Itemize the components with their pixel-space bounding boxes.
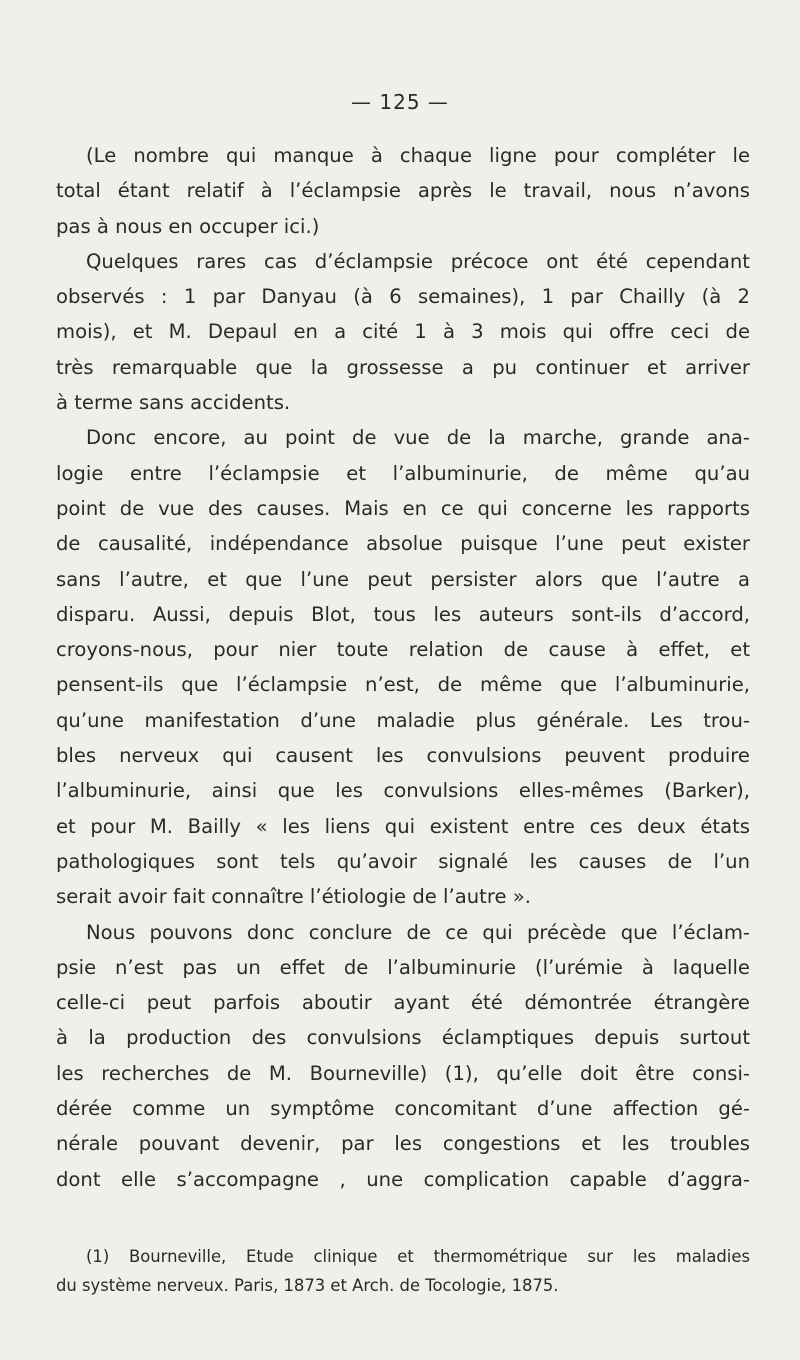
text-line: l’albuminurie, ainsi que les convulsions elles-mêmes (Barker), — [56, 779, 750, 803]
text-line: à terme sans accidents. — [56, 391, 291, 415]
text-line: de causalité, indépendance absolue puisque l’une peut exister — [56, 532, 750, 556]
text-line: mois), et M. Depaul en a cité 1 à 3 mois qui offre ceci de — [56, 320, 750, 344]
text-line: nérale pouvant devenir, par les congestions et les troubles — [56, 1132, 750, 1156]
text-line: pathologiques sont tels qu’avoir signalé les causes de l’un — [56, 849, 750, 873]
body-text — [56, 138, 750, 1197]
text-line: Donc encore, au point de vue de la marche, grande ana- — [86, 426, 750, 450]
text-line: celle-ci peut parfois aboutir ayant été démontrée étrangère — [56, 991, 750, 1015]
text-line: dont elle s’accompagne , une complication capable d’aggra- — [56, 1167, 750, 1191]
text-line: très remarquable que la grossesse a pu continuer et arriver — [56, 355, 750, 379]
text-line: sans l’autre, et que l’une peut persister alors que l’autre a — [56, 567, 750, 591]
paragraph-3 — [56, 420, 750, 914]
text-line: Nous pouvons donc conclure de ce qui précède que l’éclam- — [86, 920, 750, 944]
text-line: les recherches de M. Bourneville) (1), qu’elle doit être consi- — [56, 1061, 750, 1085]
page-number: — 125 — — [351, 90, 449, 114]
footnote — [56, 1242, 750, 1300]
text-line: dérée comme un symptôme concomitant d’une affection gé- — [56, 1097, 750, 1121]
footnote-line: (1) Bourneville, Etude clinique et thermométrique sur les maladies — [86, 1247, 750, 1266]
text-line: à la production des convulsions éclamptiques depuis surtout — [56, 1026, 750, 1050]
text-line: pensent-ils que l’éclampsie n’est, de même que l’albuminurie, — [56, 673, 750, 697]
text-line: et pour M. Bailly « les liens qui existent entre ces deux états — [56, 814, 750, 838]
text-line: pas à nous en occuper ici.) — [56, 214, 320, 238]
text-line: disparu. Aussi, depuis Blot, tous les auteurs sont-ils d’accord, — [56, 602, 750, 626]
text-line: croyons-nous, pour nier toute relation de cause à effet, et — [56, 638, 750, 662]
text-line: observés : 1 par Danyau (à 6 semaines), 1 par Chailly (à 2 — [56, 285, 750, 309]
text-line: Quelques rares cas d’éclampsie précoce ont été cependant — [86, 249, 750, 273]
text-line: serait avoir fait connaître l’étiologie de l’autre ». — [56, 885, 531, 909]
footnote-line: du système nerveux. Paris, 1873 et Arch. de Tocologie, 1875. — [56, 1276, 559, 1295]
paragraph-1 — [56, 138, 750, 244]
text-line: psie n’est pas un effet de l’albuminurie (l’urémie à laquelle — [56, 955, 750, 979]
text-line: total étant relatif à l’éclampsie après le travail, nous n’avons — [56, 179, 750, 203]
text-line: logie entre l’éclampsie et l’albuminurie, de même qu’au — [56, 461, 750, 485]
text-line: bles nerveux qui causent les convulsions peuvent produire — [56, 744, 750, 768]
paragraph-4 — [56, 915, 750, 1197]
text-line: point de vue des causes. Mais en ce qui concerne les rapports — [56, 496, 750, 520]
text-line: qu’une manifestation d’une maladie plus générale. Les trou- — [56, 708, 750, 732]
text-line: (Le nombre qui manque à chaque ligne pour compléter le — [86, 144, 750, 167]
paragraph-2 — [56, 244, 750, 420]
